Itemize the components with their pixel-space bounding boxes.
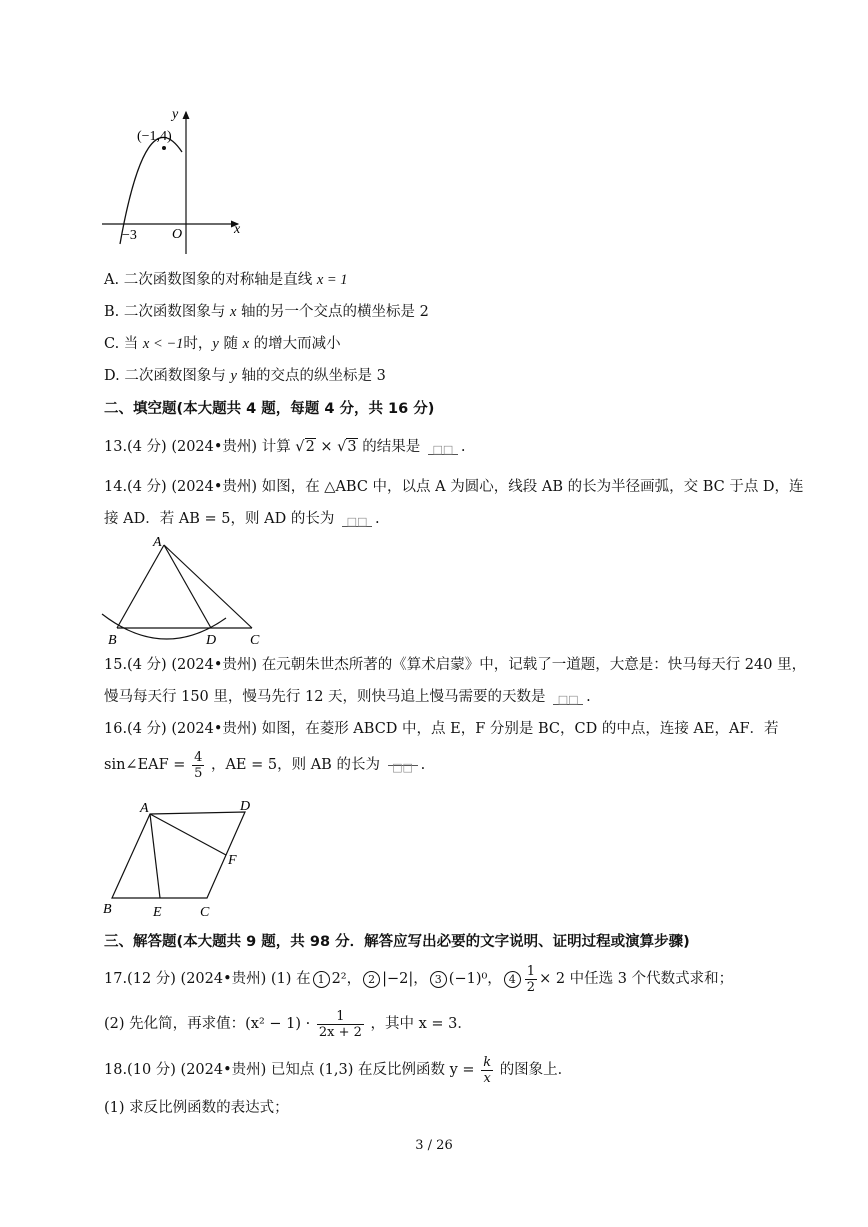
segment-af bbox=[150, 814, 226, 855]
origin-label: O bbox=[172, 227, 183, 242]
section-2-title: 二、填空题(本大题共 4 题，每题 4 分，共 16 分) bbox=[104, 401, 435, 417]
option-a: A. 二次函数图象的对称轴是直线 x = 1 bbox=[104, 272, 348, 288]
question-15-line2: 慢马每天行 150 里，慢马先行 12 天，则快马追上慢马需要的天数是 □□ . bbox=[104, 689, 591, 706]
y-axis-label: y bbox=[172, 107, 179, 122]
option-b: B. 二次函数图象与 x 轴的另一个交点的横坐标是 2 bbox=[104, 304, 429, 320]
label-a: A bbox=[153, 535, 162, 550]
vertex-point bbox=[162, 146, 166, 150]
question-17-part2: (2) 先化简，再求值：(x² − 1) · $\frac{1}{2x + 2}$ ，其中 x = 3． bbox=[104, 1008, 472, 1040]
option-c: C. 当 x < −1时，y 随 x 的增大而减小 bbox=[104, 336, 341, 352]
label-e: E bbox=[153, 905, 162, 920]
segment-ae bbox=[150, 814, 160, 898]
section-3-title: 三、解答题(本大题共 9 题，共 98 分．解答应写出必要的文字说明、证明过程或演算步骤) bbox=[104, 934, 690, 950]
label-d: D bbox=[206, 633, 217, 647]
page-number: 3 / 26 bbox=[415, 1138, 453, 1153]
label-b: B bbox=[108, 633, 117, 647]
segment-ac bbox=[164, 545, 252, 628]
segment-ad bbox=[164, 545, 211, 628]
answer-blank-15: □□ bbox=[553, 690, 583, 705]
label-c: C bbox=[200, 905, 210, 920]
rhombus-figure bbox=[100, 794, 265, 922]
label-a: A bbox=[140, 801, 149, 816]
question-18: 18.(10 分) (2024•贵州) 已知点 (1,3) 在反比例函数 y = $\frac{k}{x}$ 的图象上． bbox=[104, 1054, 573, 1086]
root-label: −3 bbox=[122, 228, 137, 243]
question-14-line2: 接 AD．若 AB = 5，则 AD 的长为 □□ . bbox=[104, 511, 380, 528]
answer-blank-13: □□ bbox=[428, 440, 458, 455]
segment-ab bbox=[117, 545, 164, 628]
question-14-line1: 14.(4 分) (2024•贵州) 如图，在 △ABC 中，以点 A 为圆心，线段 AB 的长为半径画弧，交 BC 于点 D，连 bbox=[104, 479, 804, 495]
question-16-line2: sin∠EAF = $\frac{4}{5}$ ，AE = 5，则 AB 的长为 □□ . bbox=[104, 749, 426, 781]
vertex-label: (−1,4) bbox=[137, 129, 172, 144]
label-d: D bbox=[240, 799, 251, 814]
question-18-part1: (1) 求反比例函数的表达式； bbox=[104, 1100, 289, 1116]
label-f: F bbox=[228, 853, 237, 868]
question-15-line1: 15.(4 分) (2024•贵州) 在元朝朱世杰所著的《算术启蒙》中，记载了一道题，大意是：快马每天行 240 里， bbox=[104, 657, 807, 673]
triangle-figure bbox=[100, 532, 275, 647]
answer-blank-14: □□ bbox=[342, 512, 372, 527]
label-b: B bbox=[103, 902, 112, 917]
question-16-line1: 16.(4 分) (2024•贵州) 如图，在菱形 ABCD 中，点 E，F 分别是 BC，CD 的中点，连接 AE，AF．若 bbox=[104, 721, 779, 737]
x-axis-label: x bbox=[234, 222, 241, 237]
option-d: D. 二次函数图象与 y 轴的交点的纵坐标是 3 bbox=[104, 368, 386, 384]
answer-blank-16: □□ bbox=[388, 751, 418, 766]
label-c: C bbox=[250, 633, 260, 647]
question-17-part1: 17.(12 分) (2024•贵州) (1) 在 1 2²， 2 |−2|， 3 (−1)⁰， 4 $\frac{1}{2}$ × 2 中任选 3 个代数式求和； bbox=[104, 963, 734, 995]
question-13: 13.(4 分) (2024•贵州) 计算 √2 × √3 的结果是 □□ . bbox=[104, 439, 466, 456]
parabola-graph bbox=[100, 100, 260, 260]
